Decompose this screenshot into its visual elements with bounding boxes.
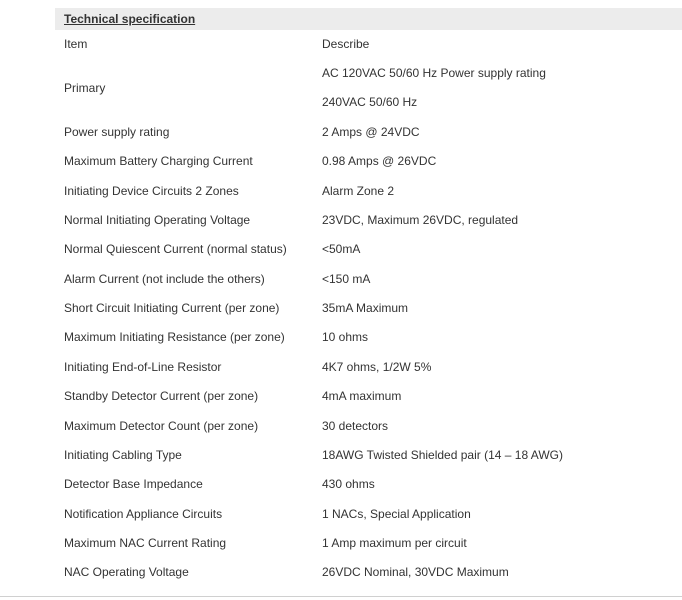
spec-row-describe: 0.98 Amps @ 26VDC [322,154,437,168]
spec-row-item: Normal Initiating Operating Voltage [64,213,251,227]
spec-row-item: Maximum Detector Count (per zone) [64,419,259,433]
spec-title[interactable]: Technical specification [64,12,196,26]
spec-row-describe: 18AWG Twisted Shielded pair (14 – 18 AWG) [322,448,564,462]
bottom-divider [0,596,682,597]
column-header-describe: Describe [322,37,370,51]
spec-row-item: Notification Appliance Circuits [64,507,223,521]
spec-row-describe: 1 Amp maximum per circuit [322,536,467,550]
spec-row-item: Power supply rating [64,125,170,139]
spec-row-item: Maximum NAC Current Rating [64,536,227,550]
spec-row-item: Maximum Initiating Resistance (per zone) [64,330,285,344]
spec-row-item: Normal Quiescent Current (normal status) [64,242,287,256]
primary-value-line-1: AC 120VAC 50/60 Hz Power supply rating [322,66,546,80]
spec-header-bar [55,8,682,30]
spec-row-describe: 26VDC Nominal, 30VDC Maximum [322,565,509,579]
spec-row-describe: Alarm Zone 2 [322,184,395,198]
spec-row-item: Standby Detector Current (per zone) [64,389,259,403]
spec-row-describe: 430 ohms [322,477,375,491]
spec-row-describe: 4mA maximum [322,389,402,403]
spec-row-item: Alarm Current (not include the others) [64,272,265,286]
spec-row-describe: <150 mA [322,272,371,286]
spec-row-item: Short Circuit Initiating Current (per zone) [64,301,280,315]
spec-row-item: Initiating End-of-Line Resistor [64,360,222,374]
spec-row-describe: 30 detectors [322,419,389,433]
column-header-item: Item [64,37,88,51]
spec-row-item: Detector Base Impedance [64,477,203,491]
spec-row-describe: <50mA [322,242,361,256]
spec-row-describe: 10 ohms [322,330,369,344]
spec-row-item: Maximum Battery Charging Current [64,154,253,168]
spec-row-describe: 35mA Maximum [322,301,409,315]
spec-row-item: Initiating Device Circuits 2 Zones [64,184,239,198]
spec-row-item: NAC Operating Voltage [64,565,189,579]
spec-row-describe: 2 Amps @ 24VDC [322,125,420,139]
spec-row-describe: 4K7 ohms, 1/2W 5% [322,360,432,374]
primary-value-line-2: 240VAC 50/60 Hz [322,95,418,109]
spec-row-item: Initiating Cabling Type [64,448,182,462]
spec-row-describe: 1 NACs, Special Application [322,507,471,521]
primary-label: Primary [64,81,106,95]
spec-row-describe: 23VDC, Maximum 26VDC, regulated [322,213,519,227]
